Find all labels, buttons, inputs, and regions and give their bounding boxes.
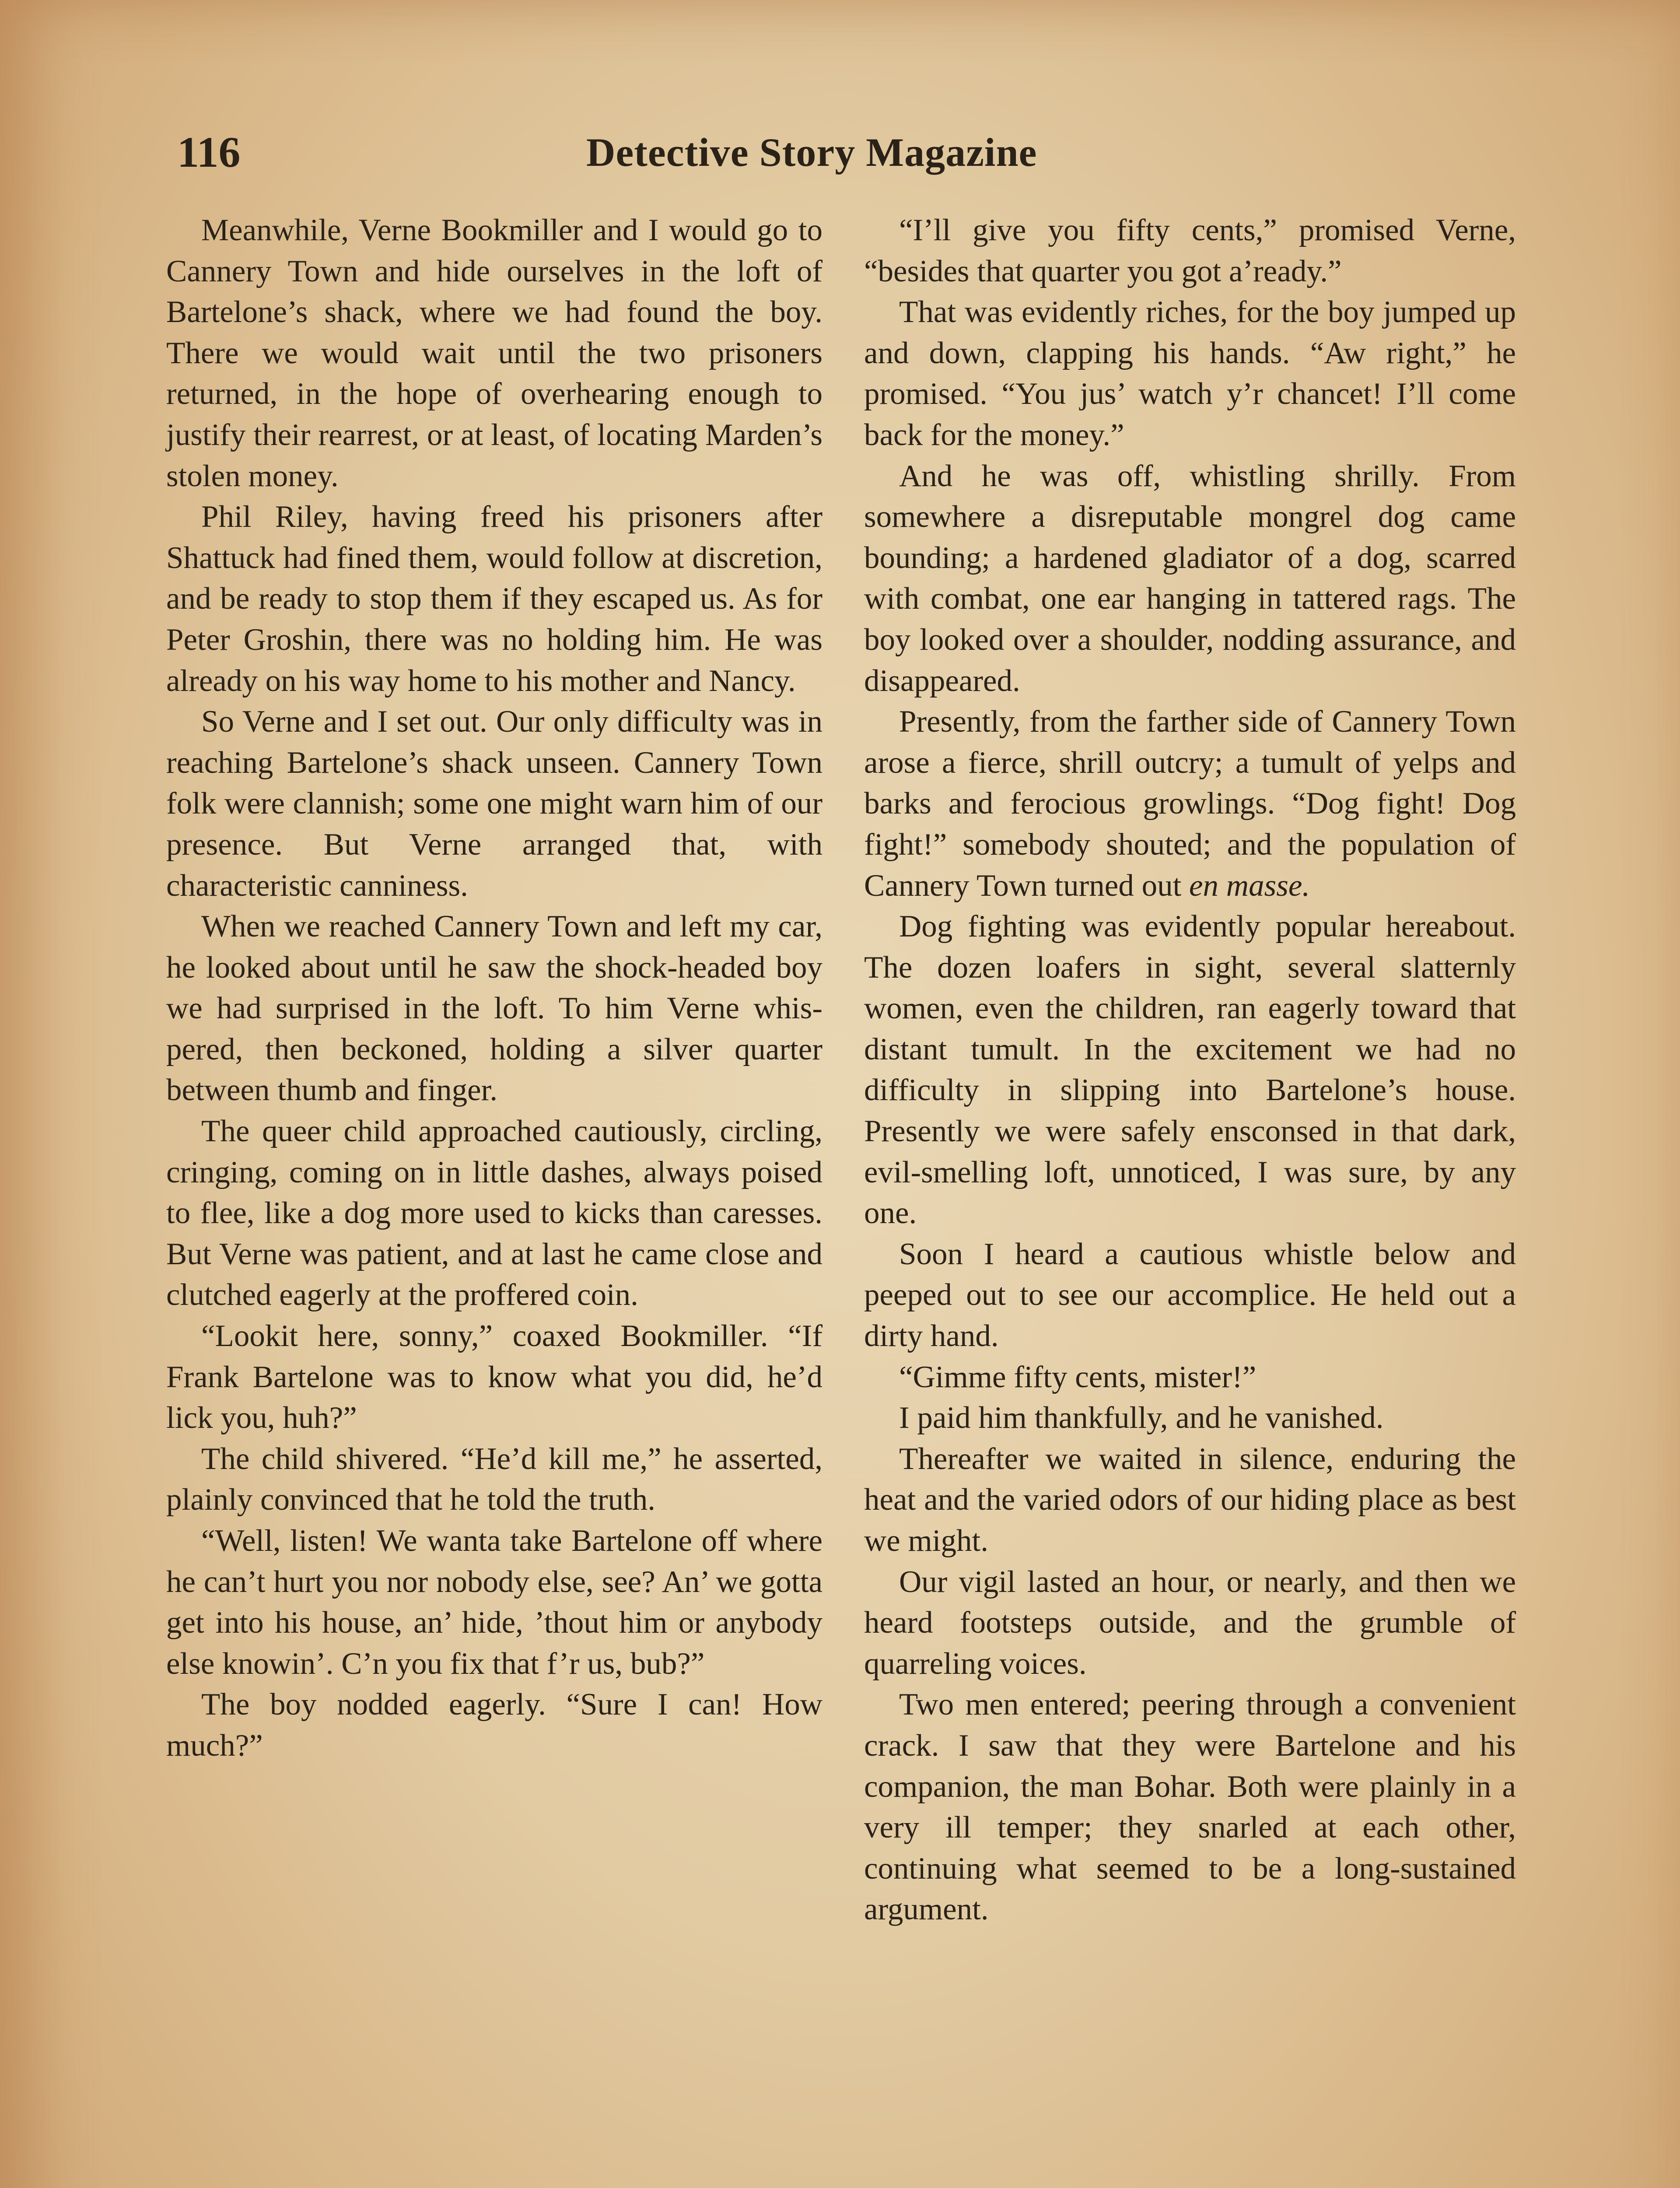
right-column [864, 210, 1516, 2188]
paragraph: And he was off, whistling shrilly. From somewhere a disreputable mongrel dog came bounding; a hardened gladiator of a dog, scarred with combat, one ear hanging in tattered rags. The boy looked over a shoulder, nodding assurance, and disappeared. [864, 459, 1516, 698]
paragraph: Phil Riley, having freed his prisoners after Shattuck had fined them, would follow at discretion, and be ready to stop them if they escaped us. As for Peter Groshin, there was no holding him. He was already on his way home to his mother and Nancy. [166, 500, 822, 698]
paragraph: Two men entered; peering through a convenient crack. I saw that they were Bartelone and his companion, the man Bohar. Both were plainly in a very ill temper; they snarled at each other, continuing what seemed to be a long-sustained argument. [864, 1687, 1516, 1927]
paragraph-with-italic [864, 701, 1516, 906]
paragraph: “Gimme fifty cents, mister!” [899, 1360, 1256, 1394]
paragraph: I paid him thankfully, and he vanished. [899, 1401, 1384, 1435]
page-number: 116 [177, 128, 241, 176]
italic-phrase: en masse. [1189, 868, 1310, 903]
paragraph: “Well, listen! We wanta take Bartelone off where he can’t hurt you nor nobody else, see? An’ we gotta get into his house, an’ hide, ’thout him or anybody else knowin’. C’n you fix that f’r us, bub?” [166, 1524, 822, 1681]
paragraph: The boy nodded eagerly. “Sure I can! How much?” [166, 1687, 822, 1763]
paragraph: The child shivered. “He’d kill me,” he asserted, plainly convinced that he told the truth. [166, 1441, 822, 1517]
page-header [177, 124, 1542, 181]
paragraph: Thereafter we waited in silence, enduring the heat and the varied odors of our hiding place as best we might. [864, 1441, 1516, 1558]
paragraph: Dog fighting was evidently popular hereabout. The dozen loafers in sight, several slatternly women, even the children, ran eagerly toward that distant tumult. In the excitement we had no difficulty in slipping into Bartelone’s house. Presently we were safely ensconsed in that dark, evil-smelling loft, unnoticed, I was sure, by any one. [864, 909, 1516, 1231]
left-column [166, 210, 822, 2188]
paragraph: So Verne and I set out. Our only difficulty was in reaching Bartelone’s shack unseen. Cannery Town folk were clannish; some one might warn him of our presence. But Verne arranged that, with characteristic canniness. [166, 705, 822, 903]
paragraph: “I’ll give you fifty cents,” promised Verne, “besides that quarter you got a’ready.” [864, 213, 1516, 288]
running-title: Detective Story Magazine [586, 130, 1037, 175]
paragraph: That was evidently riches, for the boy jumped up and down, clapping his hands. “Aw right,” he promised. “You jus’ watch y’r chancet! I’ll come back for the money.” [864, 295, 1516, 452]
paragraph: The queer child approached cautiously, circling, cringing, coming on in little dashes, always poised to flee, like a dog more used to kicks than caresses. But Verne was patient, and at last he came close and clutched eagerly at the proffered coin. [166, 1114, 822, 1312]
paragraph: Soon I heard a cautious whistle below and peeped out to see our accomplice. He held out a dirty hand. [864, 1237, 1516, 1353]
paragraph: “Lookit here, sonny,” coaxed Bookmiller. “If Frank Bartelone was to know what you did, he’d lick you, huh?” [166, 1319, 822, 1435]
paragraph: Our vigil lasted an hour, or nearly, and then we heard footsteps outside, and the grumble of quarreling voices. [864, 1564, 1516, 1681]
paragraph-text: Presently, from the farther side of Cannery Town arose a fierce, shrill outcry; a tumult of yelps and barks and ferocious growlings. “Dog fight! Dog fight!” somebody shouted; and the population of Cannery Town turned out [864, 705, 1516, 903]
paragraph: Meanwhile, Verne Bookmiller and I would go to Cannery Town and hide ourselves in the loft of Bartelone’s shack, where we had found the boy. There we would wait until the two prisoners returned, in the hope of overhearing enough to justify their rearrest, or at least, of locating Marden’s stolen money. [166, 213, 822, 493]
paragraph: When we reached Cannery Town and left my car, he looked about until he saw the shock-headed boy we had surprised in the loft. To him Verne whispered, then beckoned, holding a silver quarter between thumb and finger. [166, 909, 822, 1108]
